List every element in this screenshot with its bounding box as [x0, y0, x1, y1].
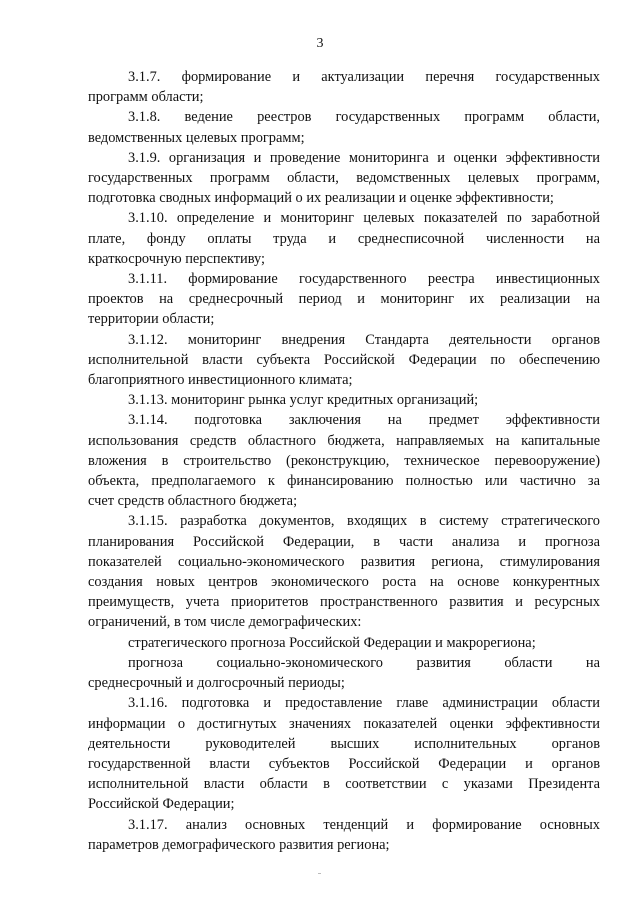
text-line: благоприятного инвестиционного климата; [88, 372, 353, 389]
text-line: 3.1.16. подготовка и предоставление главе администрации области [128, 695, 600, 712]
paragraph-3-1-17 [88, 815, 600, 855]
paragraph-3-1-12 [88, 330, 600, 391]
text-line: 3.1.9. организация и проведение мониторинга и оценки эффективности [128, 149, 600, 166]
text-line: параметров демографического развития региона; [88, 836, 390, 853]
text-line: показателей социально-экономического развития региона, стимулирования [88, 553, 600, 570]
text-line: подготовка сводных информаций о их реализации и оценке эффективности; [88, 190, 554, 207]
paragraph-regional-forecast [88, 653, 600, 693]
text-line: стратегического прогноза Российской Федерации и макрорегиона; [128, 634, 536, 651]
text-line: плате, фонду оплаты труда и среднесписочной численности на [88, 230, 600, 247]
text-line: прогноза социально-экономического развития области на [128, 654, 600, 671]
text-line: 3.1.13. мониторинг рынка услуг кредитных организаций; [128, 392, 479, 409]
text-line: 3.1.11. формирование государственного реестра инвестиционных [128, 271, 600, 288]
text-line: программ области; [88, 89, 204, 106]
paragraph-3-1-13 [88, 390, 600, 410]
text-line: информации о достигнутых значениях показателей оценки эффективности [88, 715, 600, 732]
text-line: 3.1.12. мониторинг внедрения Стандарта деятельности органов [128, 331, 600, 348]
text-line: 3.1.7. формирование и актуализации перечня государственных [128, 69, 600, 85]
document-body [88, 67, 600, 855]
paragraph-strategic-forecast [88, 633, 600, 653]
paragraph-3-1-10 [88, 208, 600, 269]
text-line: планирования Российской Федерации, в части анализа и прогноза [88, 533, 600, 550]
text-line: краткосрочную перспективу; [88, 250, 266, 267]
text-line: вложения в строительство (реконструкцию, техническое перевооружение) [88, 452, 600, 469]
text-line: государственных программ области, ведомственных целевых программ, [88, 170, 600, 187]
text-line: 3.1.8. ведение реестров государственных программ области, [128, 109, 600, 126]
text-line: Российской Федерации; [88, 796, 235, 813]
text-line: ограничений, в том числе демографических: [88, 614, 362, 631]
text-line: проектов на среднесрочный период и мониторинг их реализации на [88, 291, 600, 308]
page-number: 3 [316, 36, 324, 51]
text-line: деятельности руководителей высших исполнительных органов [88, 735, 600, 752]
text-line: преимуществ, учета приоритетов пространственного развития и ресурсных [88, 594, 600, 611]
paragraph-3-1-16 [88, 693, 600, 814]
text-line: счет средств областного бюджета; [88, 493, 298, 510]
paragraph-3-1-15 [88, 511, 600, 632]
paragraph-3-1-8 [88, 107, 600, 147]
text-line: использования средств областного бюджета, направляемых на капитальные [88, 432, 600, 449]
paragraph-3-1-14 [88, 410, 600, 511]
text-line: территории области; [88, 311, 215, 328]
text-line: создания новых центров экономического роста на основе конкурентных [88, 574, 600, 591]
paragraph-3-1-9 [88, 148, 600, 209]
text-line: 3.1.15. разработка документов, входящих в систему стратегического [128, 513, 600, 530]
text-line: государственной власти субъектов Российской Федерации и органов [88, 755, 600, 772]
paragraph-3-1-11 [88, 269, 600, 330]
text-line: среднесрочный и долгосрочный периоды; [88, 675, 345, 692]
text-line: ведомственных целевых программ; [88, 129, 305, 146]
paragraph-3-1-7 [88, 67, 600, 107]
text-line: 3.1.10. определение и мониторинг целевых показателей по заработной [128, 210, 600, 227]
text-line: исполнительной власти области в соответствии с указами Президента [88, 776, 600, 793]
text-line: 3.1.14. подготовка заключения на предмет эффективности [128, 412, 600, 429]
text-line: исполнительной власти субъекта Российской Федерации по обеспечению [88, 351, 600, 368]
text-line: 3.1.17. анализ основных тенденций и формирование основных [128, 816, 600, 833]
scan-dot [318, 873, 321, 874]
text-line: объекта, предполагаемого к финансированию полностью или частично за [88, 473, 600, 490]
